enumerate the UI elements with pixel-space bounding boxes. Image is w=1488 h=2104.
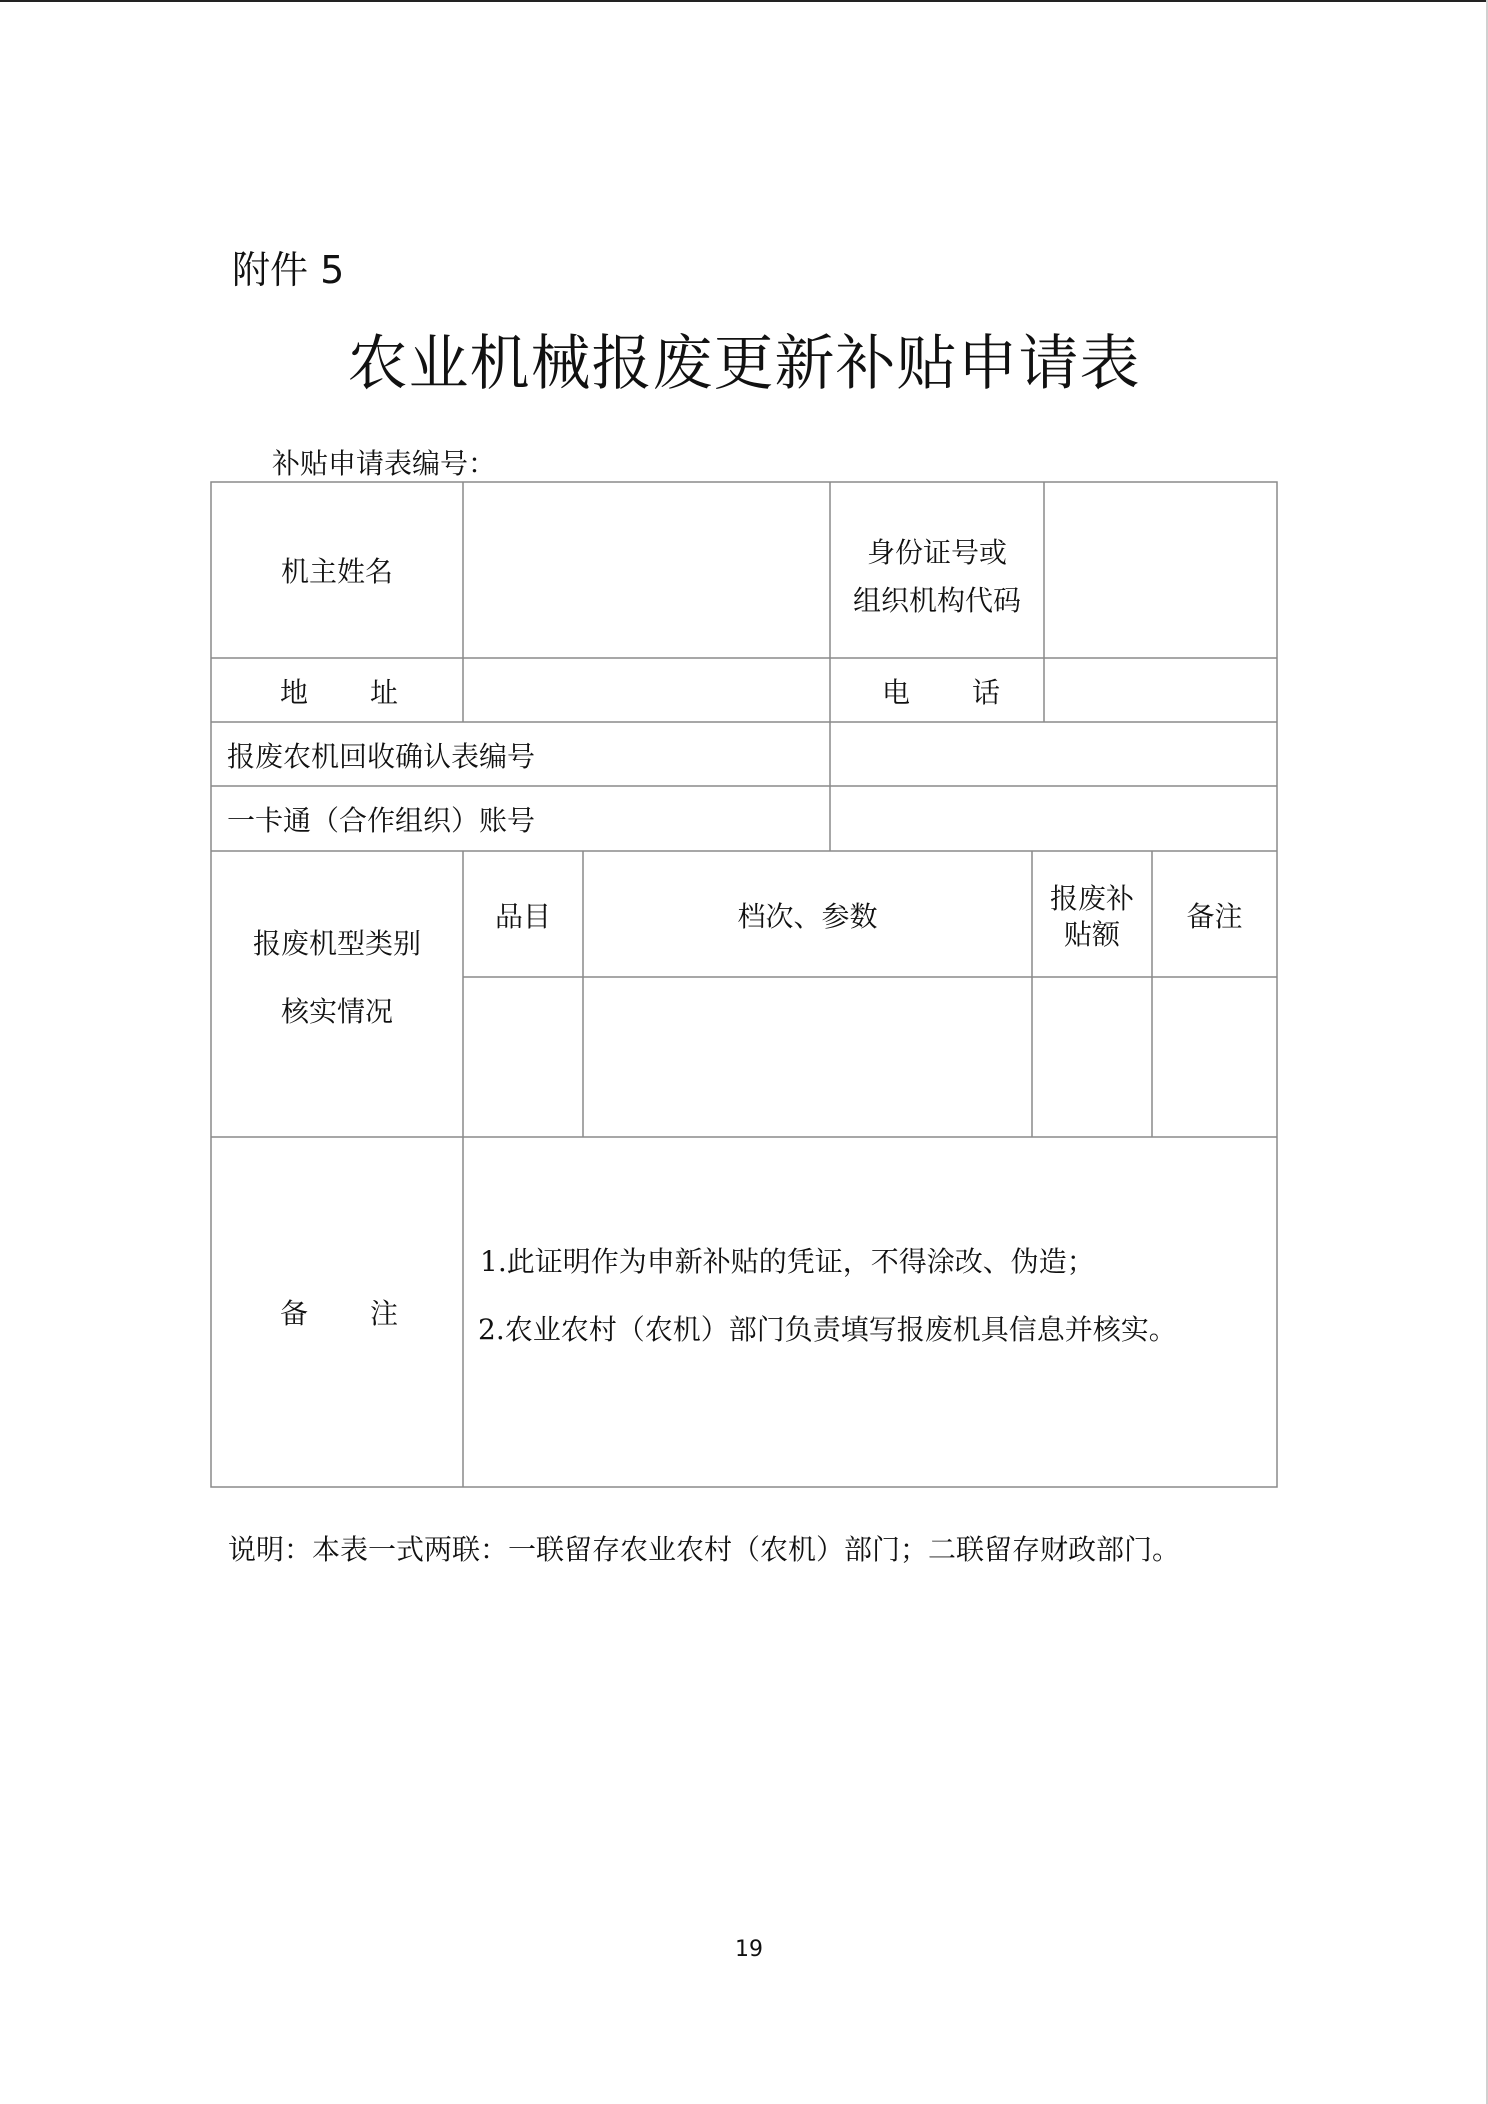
column-header-grade: 档次、参数 (737, 900, 878, 933)
address-label-a: 地 (280, 676, 309, 709)
recycle-confirm-number-label: 报废农机回收确认表编号 (227, 740, 536, 773)
form-number-label: 补贴申请表编号： (272, 447, 497, 480)
address-field[interactable] (464, 659, 829, 721)
grade-field[interactable] (584, 978, 1031, 1136)
remark-note-2: 2.农业农村（农机）部门负责填写报废机具信息并核实。 (478, 1313, 1177, 1346)
id-label-line2: 组织机构代码 (852, 584, 1021, 617)
owner-name-label: 机主姓名 (280, 555, 393, 588)
card-account-label: 一卡通（合作组织）账号 (227, 804, 536, 837)
phone-label-b: 话 (972, 676, 1001, 709)
id-label-line1: 身份证号或 (866, 536, 1007, 569)
remark-note-1: 1.此证明作为申新补贴的凭证，不得涂改、伪造； (480, 1245, 1095, 1278)
page-number: 19 (735, 1937, 763, 1962)
owner-name-field[interactable] (464, 483, 829, 657)
phone-label-a: 电 (882, 676, 911, 709)
remarks-label-b: 注 (370, 1297, 399, 1330)
column-header-item: 品目 (494, 900, 551, 933)
remarks-label-a: 备 (280, 1297, 309, 1330)
id-number-field[interactable] (1045, 483, 1276, 657)
footer-explanation: 说明：本表一式两联：一联留存农业农村（农机）部门；二联留存财政部门。 (228, 1533, 1181, 1566)
document-title: 农业机械报废更新补贴申请表 (347, 329, 1141, 399)
column-header-subsidy-line2: 贴额 (1063, 918, 1120, 951)
item-field[interactable] (464, 978, 582, 1136)
remark-field[interactable] (1153, 978, 1276, 1136)
attachment-label: 附件 5 (232, 248, 345, 292)
type-check-label-line1: 报废机型类别 (252, 927, 421, 960)
phone-field[interactable] (1045, 659, 1276, 721)
subsidy-amount-field[interactable] (1033, 978, 1151, 1136)
column-header-remark: 备注 (1186, 900, 1243, 933)
address-label-b: 址 (370, 676, 399, 709)
column-header-subsidy-line1: 报废补 (1049, 882, 1134, 915)
type-check-label-line2: 核实情况 (280, 995, 393, 1028)
card-account-field[interactable] (831, 787, 1276, 850)
recycle-confirm-number-field[interactable] (831, 723, 1276, 785)
